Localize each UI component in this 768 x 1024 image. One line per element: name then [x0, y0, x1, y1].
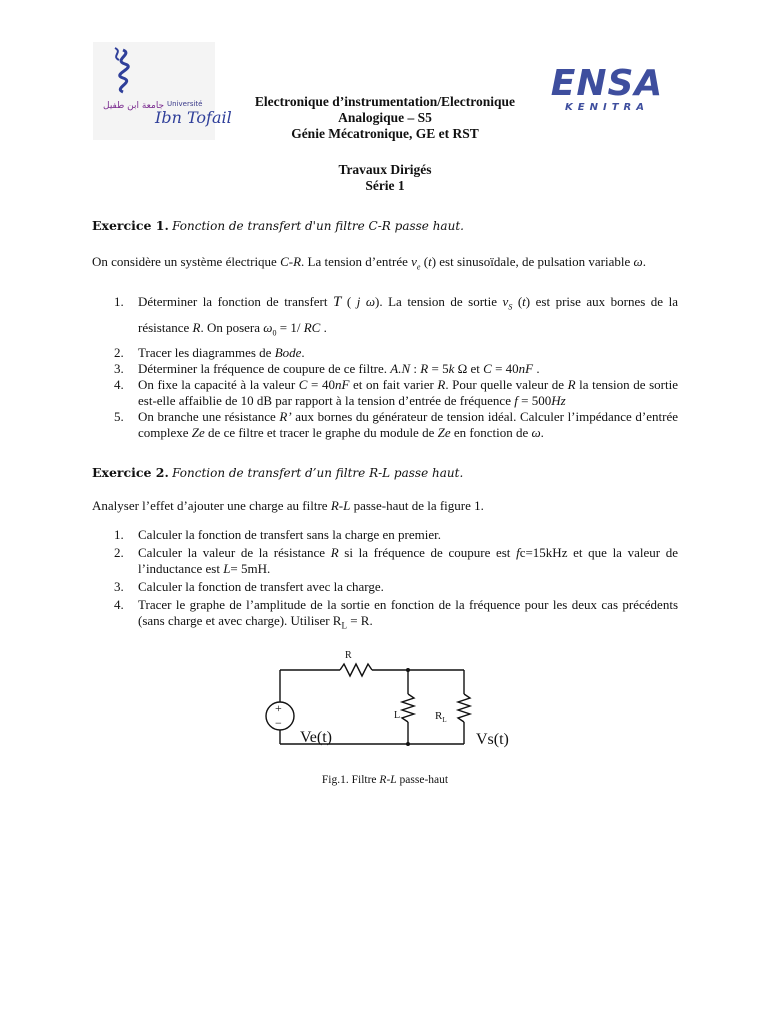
td-heading: [200, 162, 570, 194]
math-symbol: R: [420, 361, 429, 377]
label-load-rl-sub: L: [442, 716, 447, 725]
td-title: Travaux Dirigés: [338, 162, 432, 177]
text-fragment: Déterminer la fonction de transfert: [138, 294, 334, 309]
item-number: 1.: [114, 527, 124, 542]
math-symbol: nF: [518, 361, 534, 377]
text-fragment: R: [437, 377, 446, 393]
list-item: [92, 409, 678, 441]
math-symbol: j ω: [356, 294, 375, 309]
item-number: 2.: [114, 545, 124, 560]
text-fragment: On fixe la capacité à la valeur: [138, 377, 299, 393]
list-item: [92, 292, 678, 343]
text-fragment: Calculer la valeur de la résistance: [138, 545, 331, 560]
text-fragment: :: [410, 361, 421, 377]
math-subscript: S: [508, 302, 513, 312]
label-plus: +: [275, 701, 282, 715]
item-number: 3.: [114, 361, 124, 377]
math-symbol: ω: [633, 254, 643, 269]
item-number: 3.: [114, 579, 124, 594]
text-fragment: = 40: [307, 377, 335, 393]
text-fragment: .: [642, 254, 646, 269]
figure-caption: [200, 772, 570, 788]
text-fragment: . La tension d’entrée: [301, 254, 412, 269]
text-fragment: . Pour quelle valeur de: [445, 377, 568, 393]
label-load-rl-main: R: [435, 710, 443, 722]
text-fragment: R’: [279, 409, 292, 425]
list-item: [92, 579, 678, 595]
math-symbol: C: [298, 377, 308, 393]
math-symbol: t: [522, 294, 526, 309]
text-fragment: .: [540, 425, 544, 441]
university-logo: [93, 42, 232, 140]
ensa-logo-text: ENSA: [550, 63, 664, 104]
list-item: [92, 597, 678, 634]
text-fragment: Bode: [274, 345, 302, 361]
math-symbol: v: [502, 294, 509, 309]
logo-arabic-small: جامعة ابن طفيل: [103, 101, 165, 111]
course-title-line-1: Electronique d’instrumentation/Electronique: [254, 94, 516, 109]
text-fragment: = 500: [517, 393, 552, 409]
text-fragment: On branche une résistance: [138, 409, 280, 425]
rl-circuit-diagram: [250, 640, 520, 768]
math-subscript: L: [341, 620, 347, 631]
math-paren: ): [375, 294, 380, 309]
math-symbol: nF: [334, 377, 350, 393]
text-fragment: Tracer le graphe de l’amplitude de la sortie en fonction de la fréquence pour les deux cas précédents (sans charge et avec charge). Utiliser R: [138, 597, 678, 628]
text-fragment: L: [223, 561, 231, 576]
text-fragment: .: [533, 361, 540, 377]
exercise-2-intro: [92, 498, 678, 514]
math-paren: ): [525, 294, 531, 309]
text-fragment: R: [330, 545, 339, 560]
text-fragment: Ze: [191, 425, 205, 441]
text-fragment: R-L: [330, 498, 351, 513]
label-vs: Vs(t): [476, 731, 509, 748]
math-paren: (: [423, 254, 429, 269]
text-fragment: Tracer les diagrammes de: [138, 345, 275, 361]
text-fragment: . La tension de sortie: [379, 294, 503, 309]
list-item: [92, 345, 678, 361]
list-item: [92, 527, 678, 543]
text-fragment: Calculer la fonction de transfert avec la charge.: [138, 579, 384, 594]
text-fragment: Ω et: [454, 361, 484, 377]
math-subscript: e: [416, 262, 421, 272]
exercise-1-intro: [92, 252, 678, 278]
text-fragment: la tension de sortie est-elle affaiblie de 10 dB par rapport à la tension d’entrée de fréquence: [138, 377, 678, 409]
list-item: [92, 377, 678, 409]
math-subscript: 0: [272, 328, 277, 338]
math-symbol: ω: [531, 425, 541, 441]
text-fragment: est sinusoïdale, de pulsation variable: [436, 254, 634, 269]
item-number: 5.: [114, 409, 124, 425]
text-fragment: passe-haut de la figure 1.: [350, 498, 484, 513]
text-fragment: C-R: [280, 254, 302, 269]
course-title-line-2: Analogique – S5: [338, 110, 432, 125]
text-fragment: = 1/: [276, 319, 304, 335]
text-fragment: de ce filtre et tracer le graphe du module de: [204, 425, 438, 441]
text-fragment: = 5mH.: [230, 561, 271, 576]
label-load-rl: [435, 708, 447, 728]
exercise-2-number: Exercice 2.: [92, 465, 169, 480]
text-fragment: = 5: [428, 361, 449, 377]
text-fragment: en fonction de: [450, 425, 532, 441]
exercise-1-title: Fonction de transfert d'un filtre C-R passe haut.: [172, 219, 464, 233]
ensa-logo-sub: KENITRA: [565, 102, 649, 113]
text-fragment: aux bornes du générateur de tension idéal. Calculer l’impédance d’entrée complexe: [138, 409, 678, 441]
math-symbol: ω: [263, 319, 273, 335]
exercise-1-list: [92, 292, 678, 441]
text-fragment: f: [516, 545, 520, 560]
text-fragment: R-L: [379, 774, 397, 786]
label-resistor-r: R: [345, 650, 352, 661]
text-fragment: Fig.1. Filtre: [321, 774, 380, 786]
math-symbol: RC: [303, 319, 321, 335]
series-title: Série 1: [365, 178, 405, 193]
text-fragment: R: [567, 377, 576, 393]
text-fragment: R: [192, 319, 201, 335]
text-fragment: Analyser l’effet d’ajouter une charge au filtre: [92, 498, 331, 513]
text-fragment: .: [320, 319, 327, 335]
text-fragment: Ze: [437, 425, 451, 441]
exercise-2-list: [92, 527, 678, 634]
circuit-figure: [250, 640, 520, 768]
label-ve: Ve(t): [300, 729, 332, 746]
text-fragment: = 40: [491, 361, 519, 377]
math-symbol: t: [428, 254, 432, 269]
item-number: 4.: [114, 377, 124, 393]
exercise-1-number: Exercice 1.: [92, 218, 169, 233]
math-paren: (: [341, 294, 357, 309]
course-title-line-3: Génie Mécatronique, GE et RST: [291, 126, 479, 141]
math-paren: ): [431, 254, 437, 269]
math-symbol: k: [448, 361, 455, 377]
text-fragment: .: [301, 345, 305, 361]
math-symbol: C: [483, 361, 492, 377]
math-symbol: T: [333, 294, 342, 310]
text-fragment: A.N: [390, 361, 411, 377]
text-fragment: et on fait varier: [349, 377, 438, 393]
math-symbol: f: [514, 393, 518, 409]
logo-script: Ibn Tofail: [155, 108, 232, 127]
logo-university-word: Université: [167, 100, 203, 108]
math-symbol: v: [411, 254, 417, 269]
list-item: [92, 361, 678, 377]
text-fragment: Calculer la fonction de transfert sans la charge en premier.: [138, 527, 441, 542]
label-inductor-l: L: [394, 710, 401, 721]
text-fragment: Déterminer la fréquence de coupure de ce filtre.: [138, 361, 391, 377]
label-minus: −: [275, 716, 282, 730]
text-fragment: c=15kHz et que la valeur de l’inductance est: [138, 545, 678, 576]
text-fragment: si la fréquence de coupure est: [338, 545, 517, 560]
text-fragment: = R.: [346, 613, 373, 628]
exercise-2-heading: [92, 465, 463, 481]
list-item: [92, 545, 678, 577]
exercise-1-heading: [92, 218, 464, 234]
course-title: [200, 94, 570, 142]
item-number: 1.: [114, 294, 124, 309]
exercise-2-title: Fonction de transfert d’un filtre R-L passe haut.: [172, 466, 464, 480]
math-symbol: Hz: [551, 393, 566, 409]
item-number: 2.: [114, 345, 124, 361]
text-fragment: passe-haut: [396, 774, 449, 786]
text-fragment: . On posera: [200, 319, 264, 335]
text-fragment: est prise aux bornes de la résistance: [138, 294, 678, 335]
text-fragment: On considère un système électrique: [92, 254, 281, 269]
math-paren: (: [512, 294, 523, 309]
item-number: 4.: [114, 597, 124, 612]
